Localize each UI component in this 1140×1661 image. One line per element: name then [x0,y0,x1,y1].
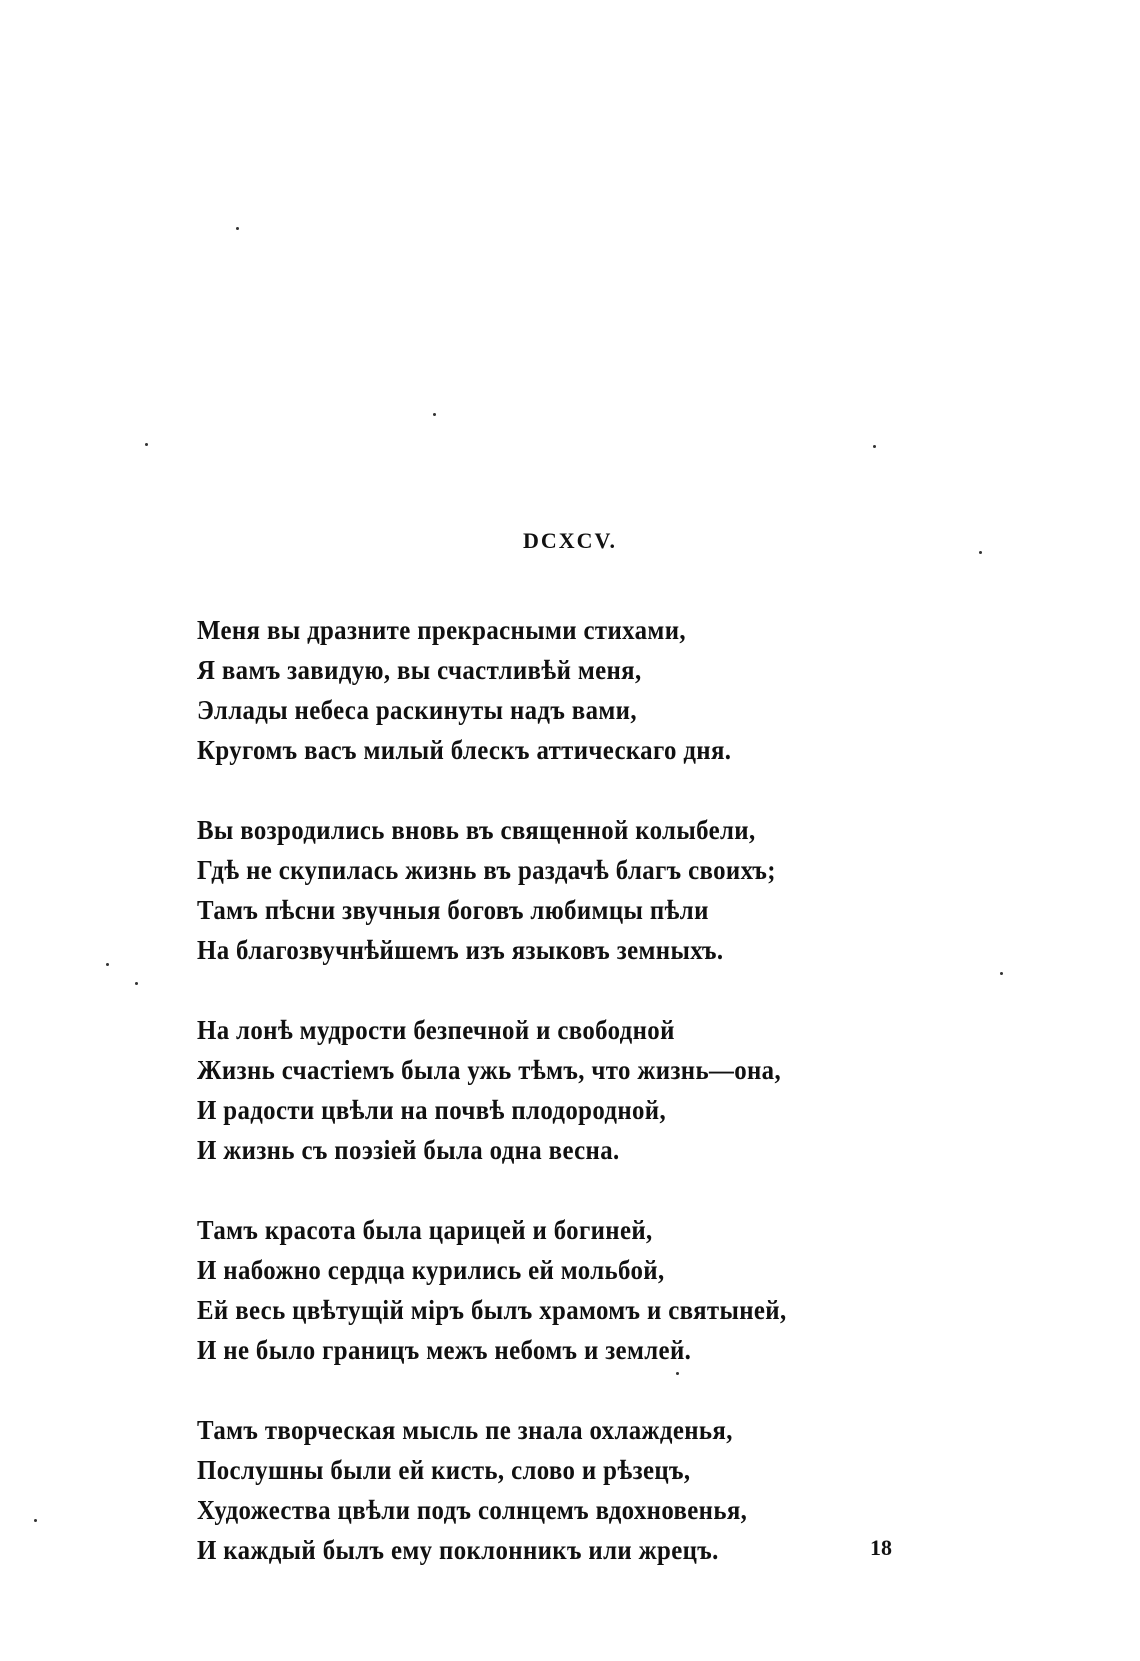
poem-line: Я вамъ завидую, вы счастливѣй меня, [197,655,642,685]
poem-line: И каждый былъ ему поклонникъ или жрецъ. [197,1535,719,1565]
poem-line: Ей весь цвѣтущій міръ былъ храмомъ и святыней, [197,1295,787,1325]
scan-speck [145,443,148,446]
scan-speck [676,1372,679,1375]
poem-body [197,610,957,1610]
stanza [197,1010,957,1170]
poem-line: И радости цвѣли на почвѣ плодородной, [197,1095,667,1125]
scan-speck [873,445,876,448]
page-number: 18 [870,1535,892,1560]
stanza [197,610,957,770]
poem-line: Послушны были ей кисть, слово и рѣзецъ, [197,1455,691,1485]
poem-line: Художества цвѣли подъ солнцемъ вдохновенья, [197,1495,748,1525]
poem-line: На лонѣ мудрости безпечной и свободной [197,1015,675,1045]
poem-line: И жизнь съ поэзіей была одна весна. [197,1135,620,1165]
poem-line: Тамъ пѣсни звучныя боговъ любимцы пѣли [197,895,709,925]
poem-line: Тамъ красота была царицей и богиней, [197,1215,653,1245]
stanza [197,1410,957,1570]
poem-line: Меня вы дразните прекрасными стихами, [197,615,686,645]
scan-speck [1000,972,1003,975]
poem-line: На благозвучнѣйшемъ изъ языковъ земныхъ. [197,935,724,965]
scan-speck [979,551,982,554]
scan-speck [106,963,109,966]
poem-line: Гдѣ не скупилась жизнь въ раздачѣ благъ своихъ; [197,855,776,885]
stanza [197,810,957,970]
poem-line: И не было границъ межъ небомъ и землей. [197,1335,692,1365]
poem-line: Жизнь счастіемъ была ужь тѣмъ, что жизнь—она, [197,1055,782,1085]
poem-line: И набожно сердца курились ей мольбой, [197,1255,665,1285]
scan-speck [135,982,138,985]
poem-line: Вы возродились вновь въ священной колыбели, [197,815,756,845]
scan-speck [236,227,239,230]
scan-speck [433,413,436,416]
poem-line: Эллады небеса раскинуты надъ вами, [197,695,637,725]
poem-number-heading: DCXCV. [522,528,618,553]
scan-speck [34,1519,37,1522]
stanza [197,1210,957,1370]
poem-line: Тамъ творческая мысль пе знала охлажденья, [197,1415,733,1445]
poem-line: Кругомъ васъ милый блескъ аттическаго дня. [197,735,732,765]
